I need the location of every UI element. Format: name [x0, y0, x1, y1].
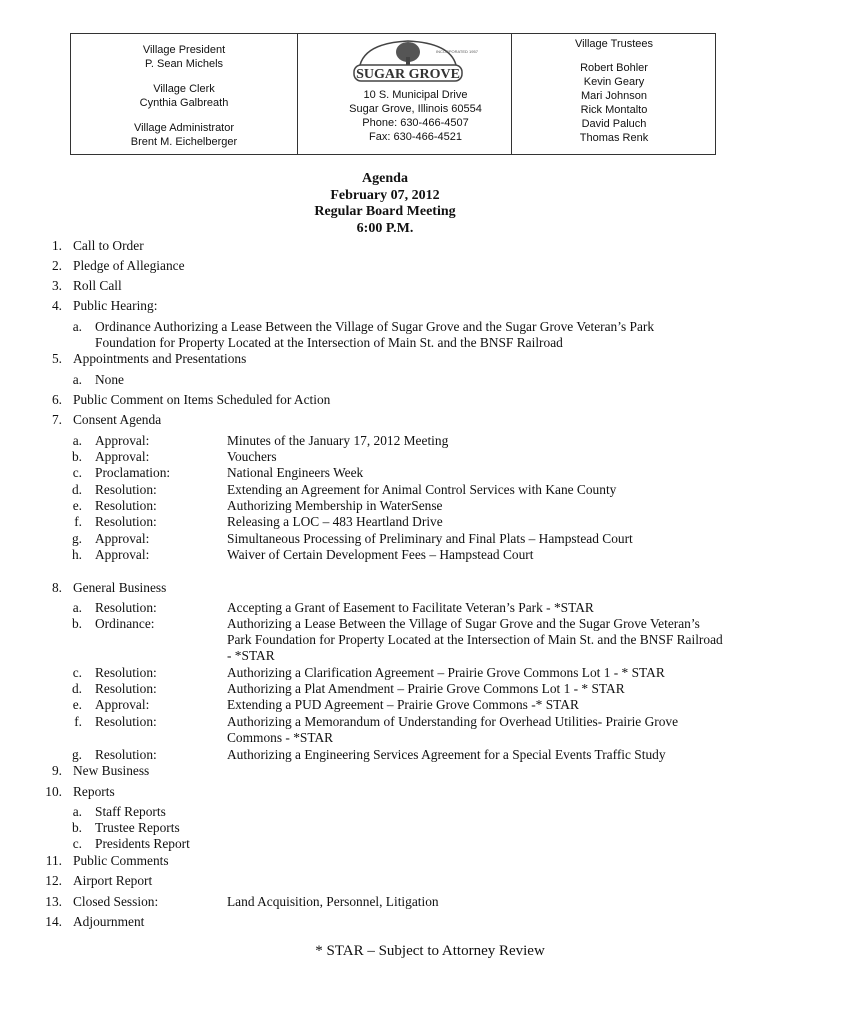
trustees-list	[511, 37, 717, 145]
phone: Phone: 630-466-4507	[362, 117, 469, 129]
agenda-subitem-cont: Foundation for Property Located at the Intersection of Main St. and the BNSF Railroad	[95, 335, 563, 350]
meeting-date: February 07, 2012	[330, 187, 440, 203]
official-title: Village President	[142, 44, 226, 56]
trustees-title: Village Trustees	[574, 38, 654, 50]
trustee-name: Thomas Renk	[579, 132, 649, 144]
official-title: Village Administrator	[133, 122, 235, 134]
divider-left	[297, 34, 298, 154]
address-line: Sugar Grove, Illinois 60554	[349, 103, 482, 115]
title-line: Agenda	[362, 171, 408, 186]
business-item-cont: Park Foundation for Property Located at the Intersection of Main St. and the BNSF Railroad	[227, 632, 723, 647]
trustee-name: David Paluch	[581, 118, 647, 130]
official-title: Village Clerk	[153, 83, 215, 95]
trustee-name: Rick Montalto	[580, 104, 648, 116]
logo-small-text: INCORPORATED 1957	[436, 49, 478, 54]
official-name: Brent M. Eichelberger	[130, 136, 238, 148]
business-item-cont: Commons - *STAR	[227, 730, 334, 745]
agenda-title	[0, 171, 770, 237]
footer-note: * STAR – Subject to Attorney Review	[315, 943, 545, 959]
trustee-name: Mari Johnson	[580, 90, 648, 102]
fax: Fax: 630-466-4521	[369, 131, 462, 143]
trustee-name: Robert Bohler	[580, 62, 648, 74]
meeting-type: Regular Board Meeting	[314, 204, 456, 219]
logo-text: SUGAR GROVE	[356, 67, 460, 82]
letterhead	[70, 33, 716, 155]
official-name: Cynthia Galbreath	[139, 97, 229, 109]
sugar-grove-logo	[348, 37, 478, 87]
business-item-cont: - *STAR	[227, 648, 275, 663]
address-block	[314, 88, 517, 144]
officials-list	[71, 43, 297, 149]
address-line: 10 S. Municipal Drive	[363, 89, 468, 101]
official-name: P. Sean Michels	[144, 58, 224, 70]
trustee-name: Kevin Geary	[583, 76, 645, 88]
meeting-time: 6:00 P.M.	[356, 220, 414, 236]
